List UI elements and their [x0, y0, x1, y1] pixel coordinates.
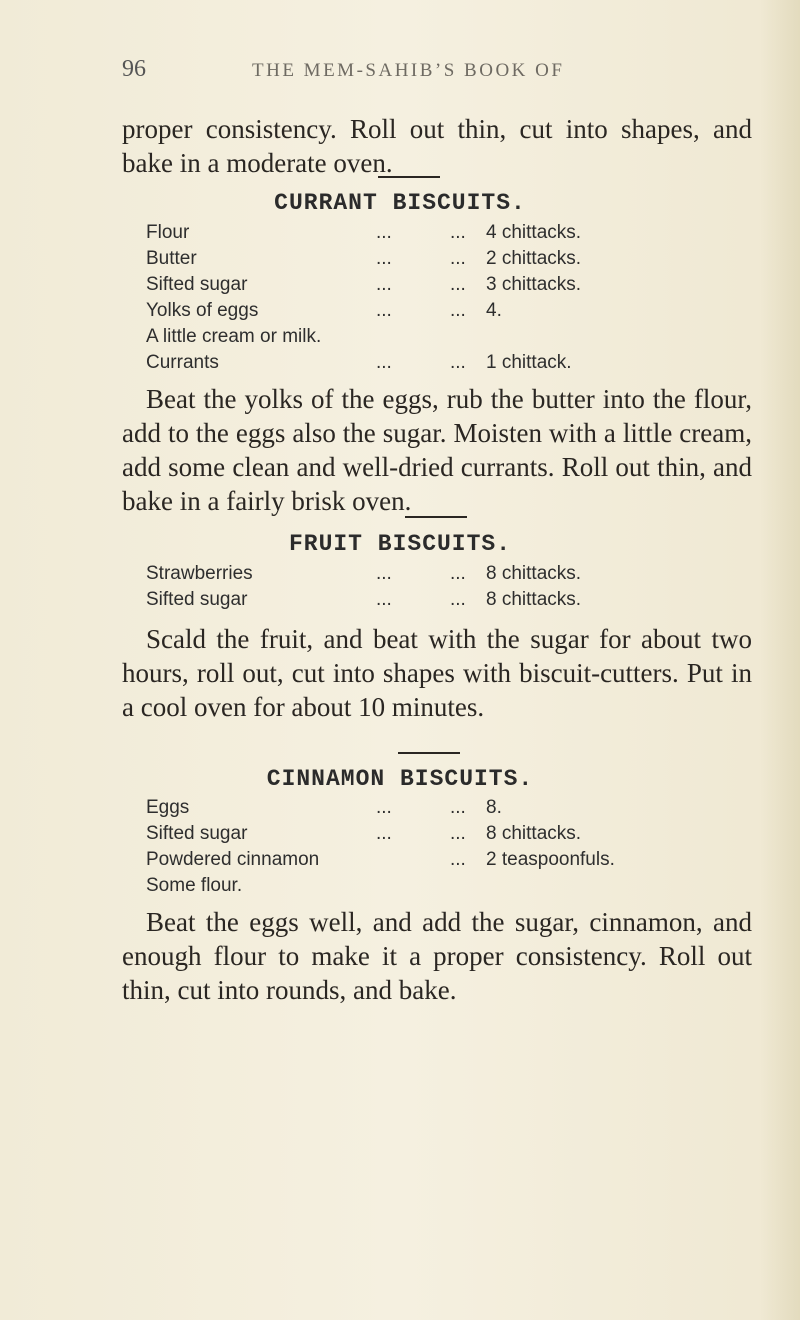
- running-head: THE MEM-SAHIB’S BOOK OF: [252, 60, 565, 81]
- ingredient-quantity: 8 chittacks.: [486, 563, 582, 584]
- leader-dots: ...: [450, 248, 466, 269]
- leader-dots: ...: [376, 248, 392, 269]
- leader-dots: ...: [376, 274, 392, 295]
- ingredient-quantity: 8.: [486, 797, 502, 818]
- leader-dots: ...: [376, 823, 392, 844]
- ingredient-quantity: 8 chittacks.: [486, 823, 582, 844]
- leader-dots: ...: [450, 589, 466, 610]
- ingredient-name: A little cream or milk.: [146, 326, 322, 347]
- leader-dots: ...: [376, 352, 392, 373]
- leader-dots: ...: [450, 274, 466, 295]
- intro-paragraph: proper consistency. Roll out thin, cut into shapes, and bake in a moderate oven.: [122, 114, 752, 178]
- section-title-currant: CURRANT BISCUITS.: [274, 190, 526, 216]
- section-divider: [398, 752, 460, 754]
- leader-dots: ...: [376, 797, 392, 818]
- section-title-cinnamon: CINNAMON BISCUITS.: [266, 766, 534, 792]
- leader-dots: ...: [450, 797, 466, 818]
- leader-dots: ...: [450, 222, 466, 243]
- ingredient-quantity: 1 chittack.: [486, 352, 572, 373]
- leader-dots: ...: [376, 300, 392, 321]
- ingredient-name: Sifted sugar: [146, 823, 248, 844]
- leader-dots: ...: [450, 823, 466, 844]
- ingredient-name: Butter: [146, 248, 197, 269]
- ingredient-name: Some flour.: [146, 875, 243, 896]
- ingredient-quantity: 2 chittacks.: [486, 248, 582, 269]
- page-header: [122, 56, 740, 86]
- leader-dots: ...: [376, 222, 392, 243]
- ingredient-name: Flour: [146, 222, 190, 243]
- method-currant: Beat the yolks of the eggs, rub the butter into the flour, add to the eggs also the sugar. Moisten with a little cream, add some clean and well-dried currants. Roll out thin, and bake in a fairly brisk oven.: [122, 384, 752, 516]
- ingredient-quantity: 3 chittacks.: [486, 274, 582, 295]
- leader-dots: ...: [450, 352, 466, 373]
- ingredient-quantity: 4.: [486, 300, 502, 321]
- ingredient-name: Powdered cinnamon: [146, 849, 320, 870]
- ingredient-name: Currants: [146, 352, 219, 373]
- ingredient-quantity: 8 chittacks.: [486, 589, 582, 610]
- ingredient-name: Yolks of eggs: [146, 300, 259, 321]
- leader-dots: ...: [450, 300, 466, 321]
- leader-dots: ...: [376, 589, 392, 610]
- section-divider: [405, 516, 467, 518]
- page-number: 96: [122, 56, 146, 82]
- ingredient-name: Eggs: [146, 797, 190, 818]
- ingredient-name: Sifted sugar: [146, 589, 248, 610]
- section-divider: [378, 176, 440, 178]
- section-title-fruit: FRUIT BISCUITS.: [288, 531, 512, 557]
- method-fruit: Scald the fruit, and beat with the sugar for about two hours, roll out, cut into shapes with biscuit-cutters. Put in a cool oven for about 10 minutes.: [122, 624, 752, 722]
- ingredient-name: Strawberries: [146, 563, 253, 584]
- ingredient-quantity: 2 teaspoonfuls.: [486, 849, 615, 870]
- method-cinnamon: Beat the eggs well, and add the sugar, cinnamon, and enough flour to make it a proper consistency. Roll out thin, cut into rounds, and bake.: [122, 907, 752, 1005]
- leader-dots: ...: [450, 849, 466, 870]
- leader-dots: ...: [376, 563, 392, 584]
- leader-dots: ...: [450, 563, 466, 584]
- ingredient-name: Sifted sugar: [146, 274, 248, 295]
- ingredient-quantity: 4 chittacks.: [486, 222, 582, 243]
